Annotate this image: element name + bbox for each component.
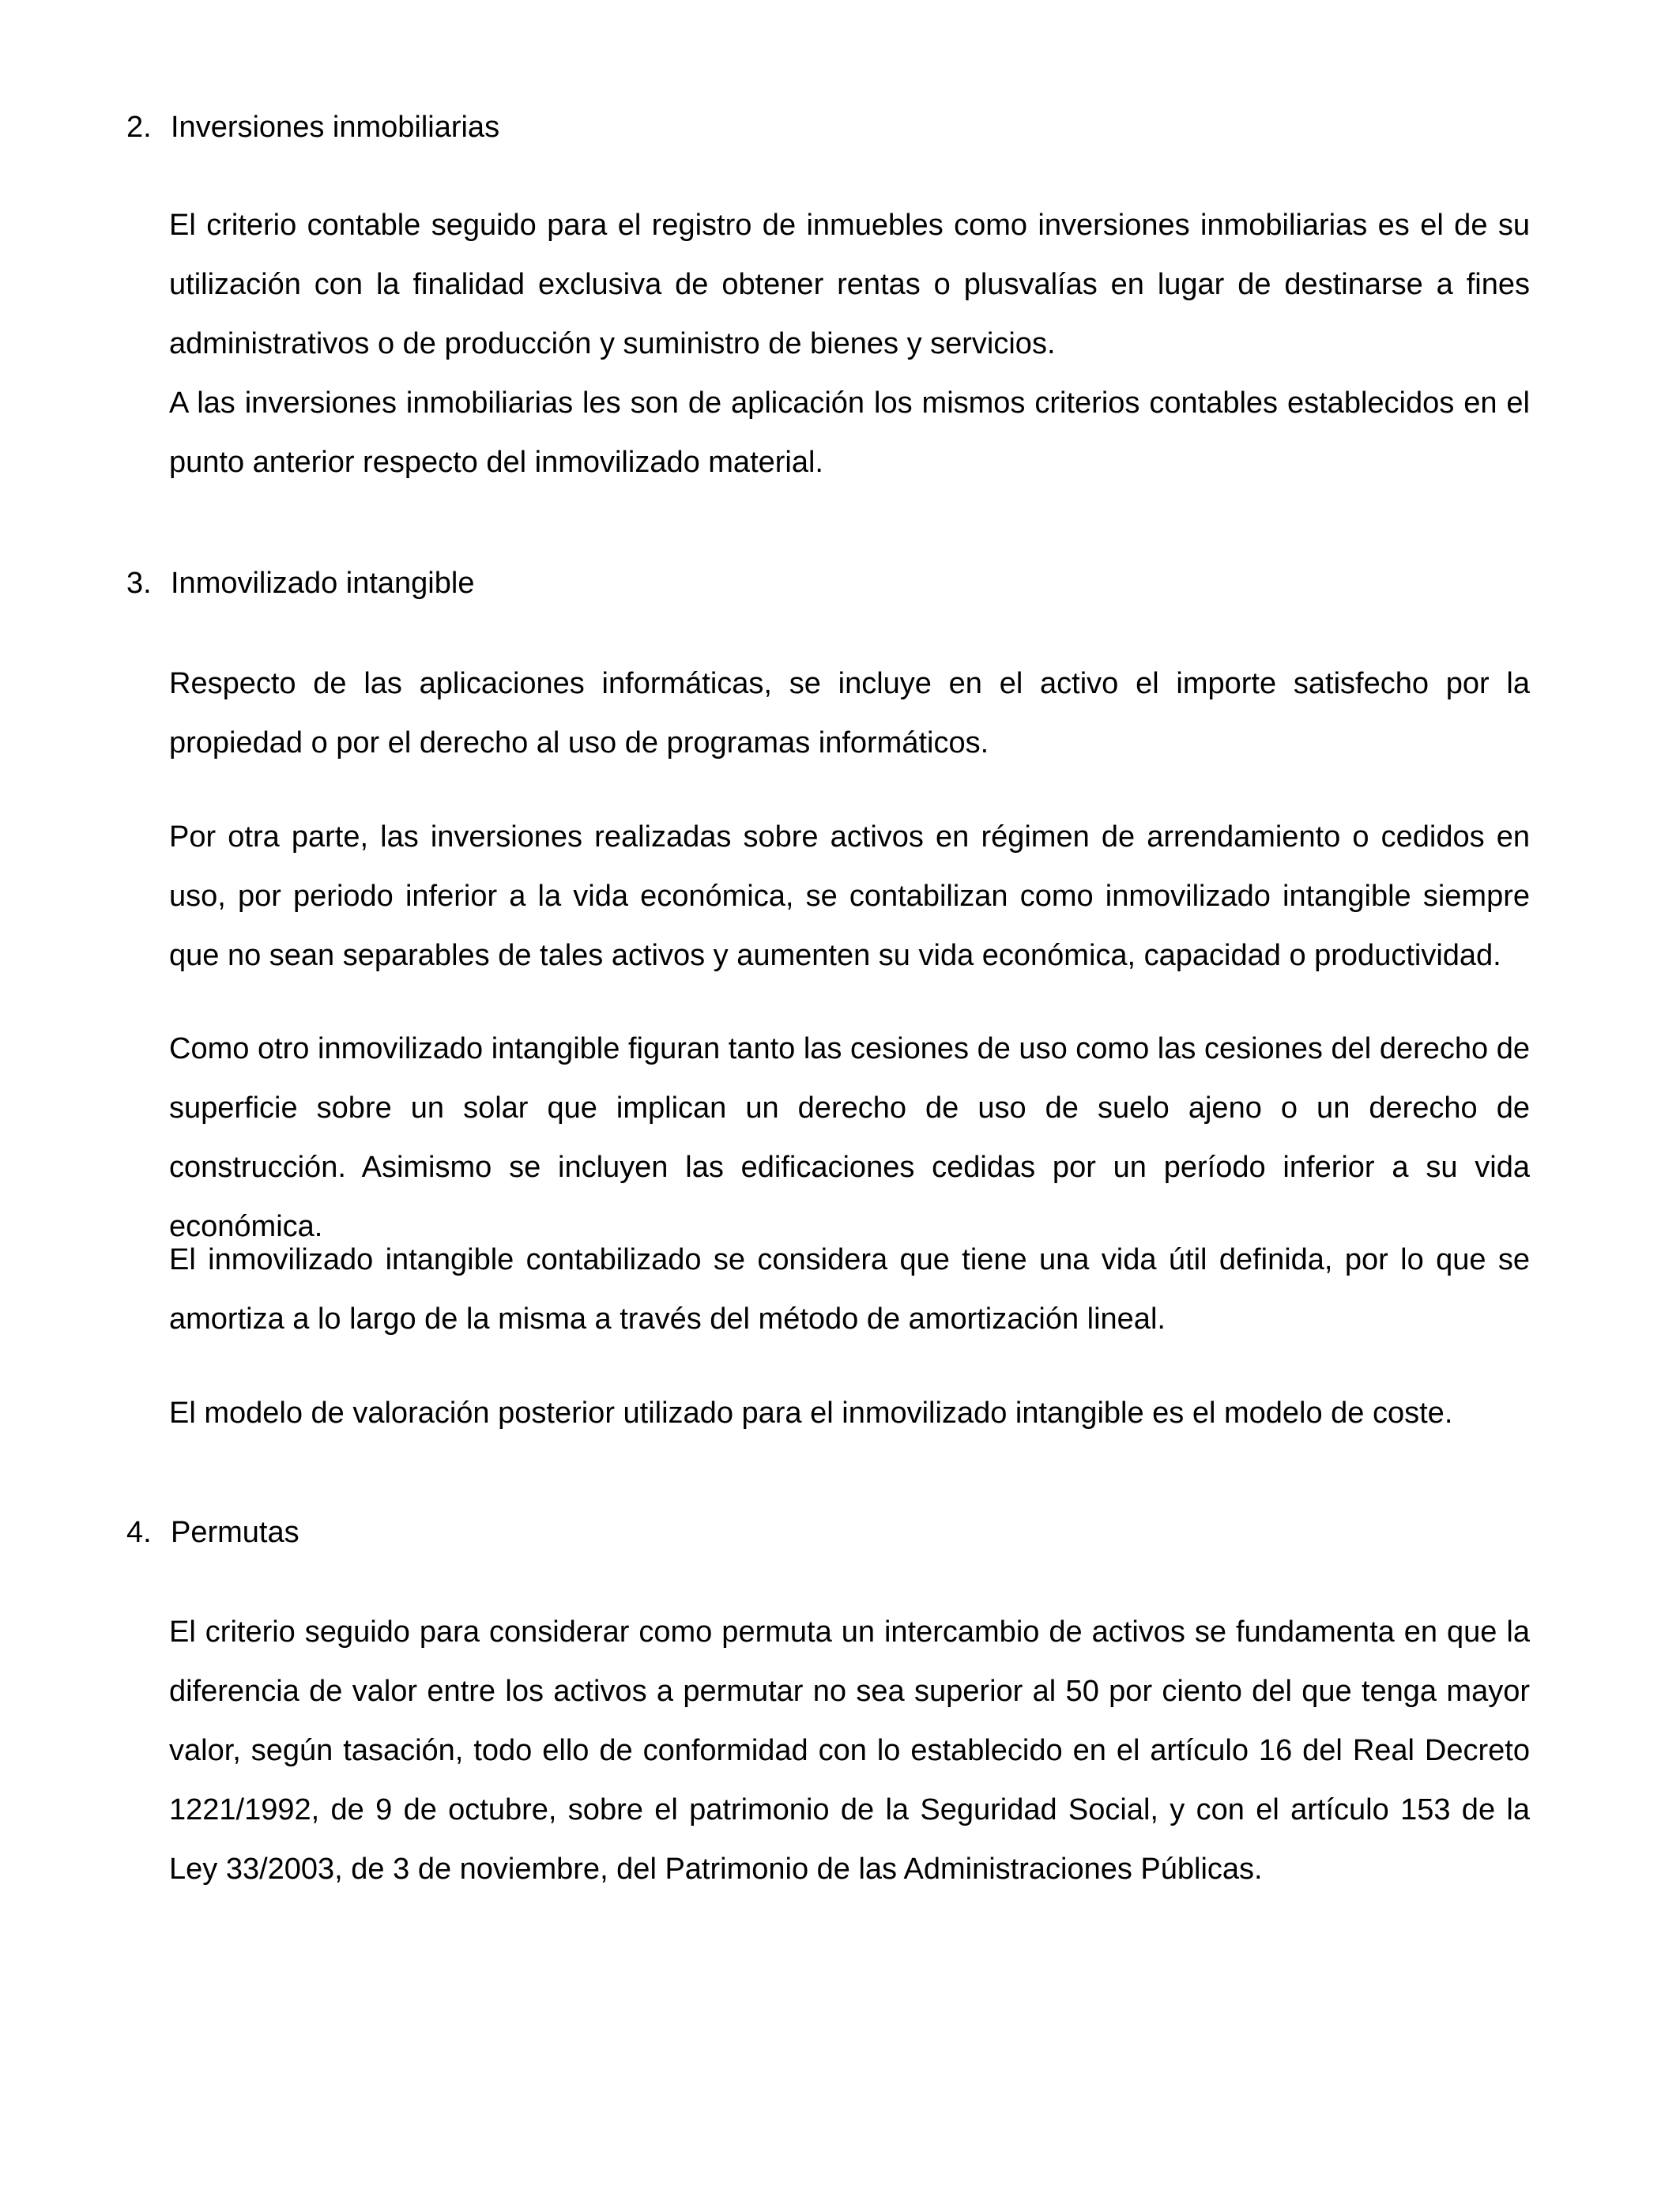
paragraph: El modelo de valoración posterior utilizado para el inmovilizado intangible es el modelo de coste. — [169, 1397, 1453, 1430]
section-title: Permutas — [171, 1516, 299, 1549]
paragraph: El criterio seguido para considerar como permuta un intercambio de activos se fundamenta en que la diferencia de valor entre los activos a permutar no sea superior al 50 por ciento del que tenga mayor valor, según tasación, todo ello de conformidad con lo establecido en el artículo 16 del Real Decreto 1221/1992, de 9 de octubre, sobre el patrimonio de la Seguridad Social, y con el artículo 153 de la Ley 33/2003, de 3 de noviembre, del Patrimonio de las Administraciones Públicas. — [169, 1615, 1530, 1886]
paragraph: Como otro inmovilizado intangible figuran tanto las cesiones de uso como las cesiones del derecho de superficie sobre un solar que implican un derecho de uso de suelo ajeno o un derecho de construcción. Asimismo se incluyen las edificaciones cedidas por un período inferior a su vida económica. — [169, 1032, 1530, 1243]
paragraph: Por otra parte, las inversiones realizadas sobre activos en régimen de arrendamiento o cedidos en uso, por periodo inferior a la vida económica, se contabilizan como inmovilizado intangible siempre que no sean separables de tales activos y aumenten su vida económica, capacidad o productividad. — [169, 820, 1530, 972]
section-number: 2. — [126, 111, 152, 144]
section-title: Inversiones inmobiliarias — [171, 111, 500, 144]
section-heading-inversiones-inmobiliarias — [126, 108, 499, 146]
section-title: Inmovilizado intangible — [171, 567, 475, 600]
section-heading-inmovilizado-intangible — [126, 564, 474, 602]
paragraph: A las inversiones inmobiliarias les son de aplicación los mismos criterios contables establecidos en el punto anterior respecto del inmovilizado material. — [169, 386, 1530, 479]
section-heading-permutas — [126, 1514, 299, 1551]
paragraph: El inmovilizado intangible contabilizado se considera que tiene una vida útil definida, por lo que se amortiza a lo largo de la misma a través del método de amortización lineal. — [169, 1243, 1530, 1336]
paragraph: El criterio contable seguido para el registro de inmuebles como inversiones inmobiliarias es el de su utilización con la finalidad exclusiva de obtener rentas o plusvalías en lugar de destinarse a fines administrativos o de producción y suministro de bienes y servicios. — [169, 209, 1530, 360]
paragraph: Respecto de las aplicaciones informáticas, se incluye en el activo el importe satisfecho por la propiedad o por el derecho al uso de programas informáticos. — [169, 667, 1530, 760]
section-number: 3. — [126, 567, 152, 600]
section-number: 4. — [126, 1516, 152, 1549]
